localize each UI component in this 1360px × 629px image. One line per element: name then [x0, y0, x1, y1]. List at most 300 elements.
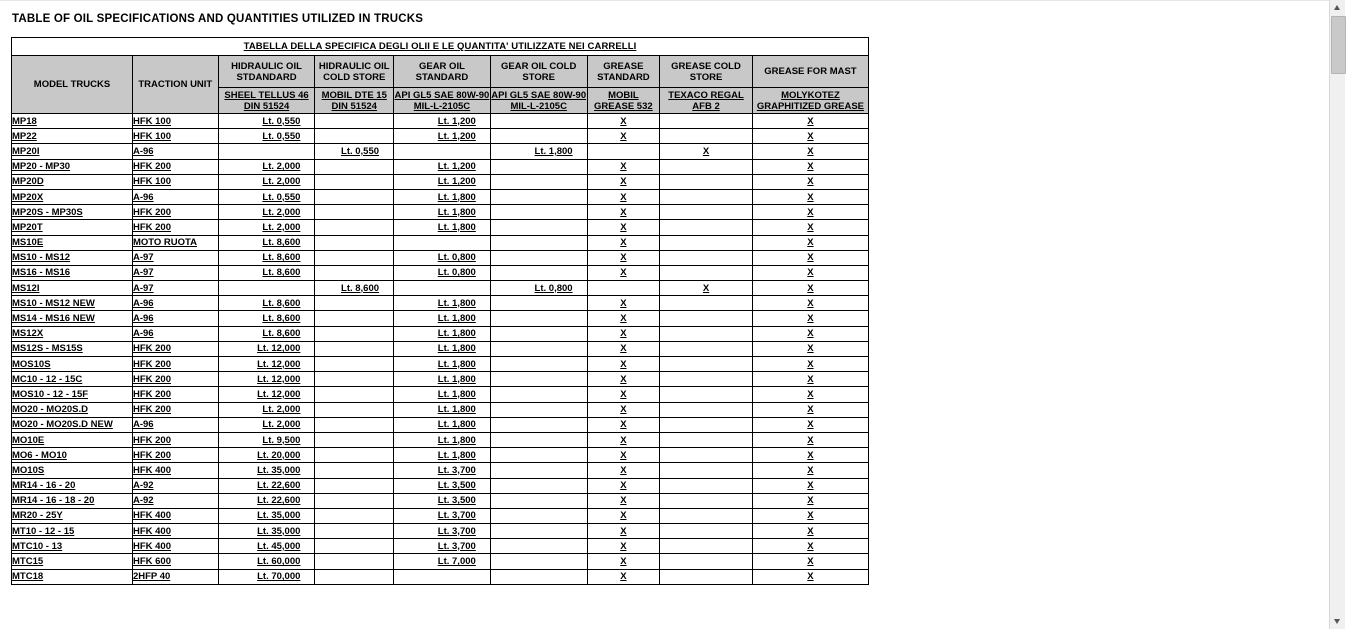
cell-grease-for-mast: X: [752, 432, 868, 447]
cell-hydraulic-oil-standard: Lt. 22,600: [218, 493, 315, 508]
cell-gear-oil-standard: Lt. 3,700: [394, 524, 491, 539]
cell-gear-oil-cold-store: [490, 159, 587, 174]
cell-traction-unit: A-97: [132, 265, 218, 280]
cell-grease-for-mast: X: [752, 508, 868, 523]
cell-hydraulic-oil-cold-store: [315, 296, 394, 311]
cell-grease-cold-store: [660, 478, 753, 493]
cell-model-trucks: MP20T: [12, 220, 133, 235]
cell-model-trucks: MP18: [12, 114, 133, 129]
cell-model-trucks: MO20 - MO20S.D: [12, 402, 133, 417]
cell-grease-cold-store: [660, 341, 753, 356]
cell-model-trucks: MR14 - 16 - 18 - 20: [12, 493, 133, 508]
cell-traction-unit: A-96: [132, 326, 218, 341]
cell-grease-standard: X: [587, 432, 660, 447]
cell-gear-oil-cold-store: [490, 524, 587, 539]
table-caption: TABELLA DELLA SPECIFICA DEGLI OLII E LE QUANTITA' UTILIZZATE NEI CARRELLI: [12, 38, 869, 56]
cell-grease-for-mast: X: [752, 220, 868, 235]
column-header-hyd: HIDRAULIC OIL STDANDARD: [218, 56, 315, 88]
cell-gear-oil-standard: Lt. 0,800: [394, 265, 491, 280]
cell-gear-oil-standard: Lt. 3,700: [394, 463, 491, 478]
cell-model-trucks: MP20 - MP30: [12, 159, 133, 174]
cell-gear-oil-standard: Lt. 7,000: [394, 554, 491, 569]
cell-gear-oil-standard: Lt. 1,800: [394, 311, 491, 326]
cell-grease-for-mast: X: [752, 114, 868, 129]
cell-gear-oil-cold-store: [490, 402, 587, 417]
cell-hydraulic-oil-standard: Lt. 0,550: [218, 114, 315, 129]
cell-traction-unit: HFK 200: [132, 159, 218, 174]
cell-hydraulic-oil-cold-store: [315, 311, 394, 326]
cell-traction-unit: HFK 200: [132, 432, 218, 447]
cell-grease-cold-store: [660, 205, 753, 220]
cell-hydraulic-oil-standard: Lt. 35,000: [218, 524, 315, 539]
cell-traction-unit: HFK 100: [132, 129, 218, 144]
cell-grease-for-mast: X: [752, 524, 868, 539]
cell-gear-oil-standard: Lt. 1,200: [394, 159, 491, 174]
table-row: [12, 220, 869, 235]
cell-gear-oil-standard: Lt. 1,800: [394, 296, 491, 311]
cell-model-trucks: MO6 - MO10: [12, 448, 133, 463]
cell-grease-standard: X: [587, 326, 660, 341]
table-row: [12, 265, 869, 280]
table-row: [12, 508, 869, 523]
cell-traction-unit: HFK 100: [132, 114, 218, 129]
cell-grease-cold-store: [660, 114, 753, 129]
cell-grease-cold-store: [660, 220, 753, 235]
cell-hydraulic-oil-standard: Lt. 2,000: [218, 417, 315, 432]
cell-model-trucks: MC10 - 12 - 15C: [12, 372, 133, 387]
cell-hydraulic-oil-cold-store: [315, 265, 394, 280]
cell-gear-oil-standard: Lt. 0,800: [394, 250, 491, 265]
cell-hydraulic-oil-standard: Lt. 2,000: [218, 159, 315, 174]
cell-model-trucks: MO20 - MO20S.D NEW: [12, 417, 133, 432]
cell-model-trucks: MO10S: [12, 463, 133, 478]
cell-model-trucks: MTC18: [12, 569, 133, 584]
cell-grease-cold-store: [660, 311, 753, 326]
column-header-gear: GEAR OIL STANDARD: [394, 56, 491, 88]
cell-grease-cold-store: [660, 417, 753, 432]
cell-hydraulic-oil-standard: Lt. 0,550: [218, 129, 315, 144]
cell-traction-unit: HFK 200: [132, 341, 218, 356]
cell-grease-cold-store: [660, 189, 753, 204]
cell-model-trucks: MT10 - 12 - 15: [12, 524, 133, 539]
cell-traction-unit: A-96: [132, 311, 218, 326]
cell-grease-standard: X: [587, 478, 660, 493]
cell-gear-oil-standard: Lt. 3,500: [394, 493, 491, 508]
cell-traction-unit: A-96: [132, 417, 218, 432]
cell-hydraulic-oil-cold-store: [315, 174, 394, 189]
cell-model-trucks: MP20X: [12, 189, 133, 204]
cell-gear-oil-cold-store: [490, 220, 587, 235]
cell-traction-unit: HFK 200: [132, 448, 218, 463]
cell-grease-for-mast: X: [752, 448, 868, 463]
cell-traction-unit: HFK 200: [132, 402, 218, 417]
cell-model-trucks: MOS10S: [12, 357, 133, 372]
cell-gear-oil-cold-store: [490, 129, 587, 144]
cell-hydraulic-oil-standard: Lt. 8,600: [218, 296, 315, 311]
cell-hydraulic-oil-cold-store: [315, 387, 394, 402]
table-row: [12, 250, 869, 265]
cell-grease-standard: X: [587, 220, 660, 235]
cell-grease-standard: X: [587, 129, 660, 144]
cell-hydraulic-oil-cold-store: [315, 372, 394, 387]
cell-model-trucks: MTC10 - 13: [12, 539, 133, 554]
cell-hydraulic-oil-standard: [218, 281, 315, 296]
cell-grease-cold-store: [660, 569, 753, 584]
cell-grease-cold-store: [660, 463, 753, 478]
cell-gear-oil-cold-store: [490, 478, 587, 493]
cell-hydraulic-oil-standard: Lt. 35,000: [218, 508, 315, 523]
cell-grease-standard: X: [587, 174, 660, 189]
cell-gear-oil-standard: Lt. 1,200: [394, 114, 491, 129]
cell-grease-cold-store: [660, 508, 753, 523]
cell-traction-unit: HFK 100: [132, 174, 218, 189]
cell-gear-oil-standard: Lt. 1,200: [394, 129, 491, 144]
cell-hydraulic-oil-standard: Lt. 22,600: [218, 478, 315, 493]
cell-model-trucks: MS16 - MS16: [12, 265, 133, 280]
cell-traction-unit: HFK 200: [132, 205, 218, 220]
cell-model-trucks: MS10E: [12, 235, 133, 250]
table-row: [12, 326, 869, 341]
cell-grease-standard: X: [587, 372, 660, 387]
cell-hydraulic-oil-cold-store: Lt. 0,550: [315, 144, 394, 159]
cell-model-trucks: MR20 - 25Y: [12, 508, 133, 523]
cell-gear-oil-cold-store: [490, 326, 587, 341]
cell-hydraulic-oil-cold-store: [315, 326, 394, 341]
cell-gear-oil-cold-store: [490, 296, 587, 311]
table-row: [12, 205, 869, 220]
cell-grease-for-mast: X: [752, 144, 868, 159]
page-title: TABLE OF OIL SPECIFICATIONS AND QUANTITIES UTILIZED IN TRUCKS: [12, 13, 424, 25]
cell-gear-oil-standard: Lt. 1,800: [394, 341, 491, 356]
cell-grease-standard: X: [587, 311, 660, 326]
cell-hydraulic-oil-standard: Lt. 70,000: [218, 569, 315, 584]
table-row: [12, 311, 869, 326]
cell-grease-for-mast: X: [752, 205, 868, 220]
table-row: [12, 235, 869, 250]
cell-traction-unit: HFK 400: [132, 463, 218, 478]
table-row: [12, 114, 869, 129]
top-divider: [0, 0, 1345, 1]
cell-grease-cold-store: [660, 539, 753, 554]
cell-hydraulic-oil-cold-store: [315, 220, 394, 235]
cell-traction-unit: HFK 400: [132, 508, 218, 523]
table-row: [12, 296, 869, 311]
cell-model-trucks: MS14 - MS16 NEW: [12, 311, 133, 326]
cell-grease-for-mast: X: [752, 417, 868, 432]
column-subheader-hydc: MOBIL DTE 15 DIN 51524: [315, 88, 394, 114]
cell-gear-oil-cold-store: [490, 448, 587, 463]
cell-grease-cold-store: [660, 250, 753, 265]
cell-gear-oil-standard: Lt. 1,800: [394, 326, 491, 341]
cell-hydraulic-oil-cold-store: [315, 508, 394, 523]
cell-traction-unit: HFK 200: [132, 387, 218, 402]
table-row: [12, 372, 869, 387]
cell-grease-cold-store: [660, 357, 753, 372]
column-header-traction: TRACTION UNIT: [132, 56, 218, 114]
cell-grease-for-mast: X: [752, 554, 868, 569]
cell-hydraulic-oil-cold-store: [315, 569, 394, 584]
cell-model-trucks: MS10 - MS12 NEW: [12, 296, 133, 311]
table-row: [12, 448, 869, 463]
vertical-scrollbar[interactable]: [1329, 0, 1345, 629]
cell-gear-oil-cold-store: Lt. 0,800: [490, 281, 587, 296]
cell-gear-oil-cold-store: [490, 357, 587, 372]
cell-grease-for-mast: X: [752, 357, 868, 372]
column-header-gmast: GREASE FOR MAST: [752, 56, 868, 88]
cell-gear-oil-standard: Lt. 1,200: [394, 174, 491, 189]
cell-grease-standard: X: [587, 554, 660, 569]
table-row: [12, 281, 869, 296]
cell-gear-oil-standard: Lt. 1,800: [394, 357, 491, 372]
cell-grease-standard: X: [587, 402, 660, 417]
cell-grease-cold-store: [660, 524, 753, 539]
cell-grease-for-mast: X: [752, 265, 868, 280]
cell-gear-oil-cold-store: [490, 235, 587, 250]
table-row: [12, 569, 869, 584]
cell-grease-for-mast: X: [752, 235, 868, 250]
cell-hydraulic-oil-cold-store: [315, 493, 394, 508]
cell-gear-oil-cold-store: [490, 554, 587, 569]
cell-grease-standard: [587, 281, 660, 296]
cell-gear-oil-standard: Lt. 1,800: [394, 417, 491, 432]
cell-model-trucks: MS12S - MS15S: [12, 341, 133, 356]
cell-grease-cold-store: [660, 432, 753, 447]
cell-traction-unit: HFK 200: [132, 220, 218, 235]
cell-gear-oil-cold-store: [490, 114, 587, 129]
cell-gear-oil-cold-store: [490, 569, 587, 584]
cell-grease-standard: X: [587, 114, 660, 129]
cell-gear-oil-standard: Lt. 1,800: [394, 432, 491, 447]
cell-grease-standard: X: [587, 539, 660, 554]
cell-model-trucks: MS12X: [12, 326, 133, 341]
cell-traction-unit: A-97: [132, 281, 218, 296]
cell-model-trucks: MTC15: [12, 554, 133, 569]
column-subheader-hyd: SHEEL TELLUS 46 DIN 51524: [218, 88, 315, 114]
cell-grease-cold-store: [660, 448, 753, 463]
cell-grease-for-mast: X: [752, 250, 868, 265]
cell-traction-unit: HFK 200: [132, 357, 218, 372]
cell-gear-oil-standard: Lt. 1,800: [394, 448, 491, 463]
column-subheader-gstd: MOBIL GREASE 532: [587, 88, 660, 114]
cell-grease-for-mast: X: [752, 341, 868, 356]
cell-grease-standard: X: [587, 235, 660, 250]
cell-model-trucks: MR14 - 16 - 20: [12, 478, 133, 493]
oil-specifications-table: [11, 37, 869, 585]
cell-hydraulic-oil-standard: Lt. 8,600: [218, 311, 315, 326]
cell-grease-cold-store: [660, 174, 753, 189]
cell-grease-for-mast: X: [752, 402, 868, 417]
cell-model-trucks: MP20I: [12, 144, 133, 159]
cell-model-trucks: MP20S - MP30S: [12, 205, 133, 220]
cell-grease-standard: X: [587, 357, 660, 372]
scroll-up-arrow-icon[interactable]: [1330, 0, 1345, 15]
cell-hydraulic-oil-standard: Lt. 12,000: [218, 372, 315, 387]
cell-hydraulic-oil-standard: Lt. 8,600: [218, 265, 315, 280]
cell-grease-cold-store: X: [660, 144, 753, 159]
cell-gear-oil-standard: Lt. 3,500: [394, 478, 491, 493]
cell-gear-oil-cold-store: [490, 311, 587, 326]
column-subheader-gcold: TEXACO REGAL AFB 2: [660, 88, 753, 114]
cell-gear-oil-cold-store: [490, 372, 587, 387]
cell-grease-cold-store: [660, 159, 753, 174]
table-row: [12, 524, 869, 539]
cell-traction-unit: A-92: [132, 478, 218, 493]
cell-grease-for-mast: X: [752, 296, 868, 311]
cell-hydraulic-oil-standard: Lt. 12,000: [218, 341, 315, 356]
cell-grease-standard: X: [587, 493, 660, 508]
cell-model-trucks: MP22: [12, 129, 133, 144]
cell-grease-standard: X: [587, 569, 660, 584]
cell-grease-standard: X: [587, 387, 660, 402]
cell-hydraulic-oil-standard: Lt. 2,000: [218, 220, 315, 235]
cell-grease-for-mast: X: [752, 493, 868, 508]
table-row: [12, 387, 869, 402]
cell-grease-cold-store: [660, 402, 753, 417]
table-row: [12, 341, 869, 356]
scroll-down-arrow-icon[interactable]: [1330, 614, 1345, 629]
cell-grease-standard: X: [587, 417, 660, 432]
cell-grease-standard: X: [587, 205, 660, 220]
header-row-top: [12, 56, 869, 88]
table-row: [12, 144, 869, 159]
cell-grease-standard: X: [587, 341, 660, 356]
cell-grease-for-mast: X: [752, 174, 868, 189]
scrollbar-thumb[interactable]: [1331, 16, 1346, 74]
cell-hydraulic-oil-cold-store: [315, 250, 394, 265]
cell-traction-unit: A-96: [132, 189, 218, 204]
cell-grease-standard: X: [587, 508, 660, 523]
cell-hydraulic-oil-cold-store: [315, 189, 394, 204]
cell-gear-oil-standard: [394, 144, 491, 159]
cell-gear-oil-cold-store: [490, 265, 587, 280]
cell-gear-oil-cold-store: [490, 250, 587, 265]
cell-hydraulic-oil-standard: Lt. 8,600: [218, 235, 315, 250]
cell-grease-cold-store: [660, 326, 753, 341]
cell-hydraulic-oil-cold-store: Lt. 8,600: [315, 281, 394, 296]
cell-hydraulic-oil-standard: Lt. 0,550: [218, 189, 315, 204]
column-header-hydc: HIDRAULIC OIL COLD STORE: [315, 56, 394, 88]
cell-gear-oil-cold-store: [490, 205, 587, 220]
cell-grease-cold-store: [660, 296, 753, 311]
cell-hydraulic-oil-standard: Lt. 8,600: [218, 326, 315, 341]
column-subheader-gear: API GL5 SAE 80W-90 MIL-L-2105C: [394, 89, 490, 112]
cell-grease-cold-store: [660, 265, 753, 280]
cell-grease-cold-store: [660, 493, 753, 508]
cell-hydraulic-oil-cold-store: [315, 448, 394, 463]
table-row: [12, 174, 869, 189]
cell-gear-oil-cold-store: [490, 493, 587, 508]
cell-grease-for-mast: X: [752, 478, 868, 493]
cell-hydraulic-oil-standard: Lt. 20,000: [218, 448, 315, 463]
cell-hydraulic-oil-cold-store: [315, 357, 394, 372]
cell-hydraulic-oil-standard: Lt. 8,600: [218, 250, 315, 265]
cell-hydraulic-oil-standard: Lt. 9,500: [218, 432, 315, 447]
cell-gear-oil-standard: Lt. 1,800: [394, 205, 491, 220]
cell-gear-oil-standard: Lt. 1,800: [394, 220, 491, 235]
cell-traction-unit: MOTO RUOTA: [132, 235, 218, 250]
cell-hydraulic-oil-cold-store: [315, 114, 394, 129]
cell-gear-oil-cold-store: [490, 508, 587, 523]
cell-hydraulic-oil-cold-store: [315, 235, 394, 250]
cell-grease-for-mast: X: [752, 326, 868, 341]
column-header-gearc: GEAR OIL COLD STORE: [490, 56, 587, 88]
cell-hydraulic-oil-cold-store: [315, 432, 394, 447]
cell-hydraulic-oil-cold-store: [315, 159, 394, 174]
cell-hydraulic-oil-cold-store: [315, 402, 394, 417]
cell-model-trucks: MS10 - MS12: [12, 250, 133, 265]
cell-grease-standard: [587, 144, 660, 159]
cell-grease-for-mast: X: [752, 129, 868, 144]
cell-hydraulic-oil-cold-store: [315, 478, 394, 493]
cell-grease-cold-store: [660, 129, 753, 144]
cell-grease-cold-store: X: [660, 281, 753, 296]
cell-gear-oil-cold-store: [490, 189, 587, 204]
cell-gear-oil-standard: Lt. 1,800: [394, 387, 491, 402]
cell-grease-for-mast: X: [752, 463, 868, 478]
cell-hydraulic-oil-standard: Lt. 2,000: [218, 205, 315, 220]
cell-traction-unit: HFK 400: [132, 524, 218, 539]
cell-gear-oil-standard: Lt. 1,800: [394, 402, 491, 417]
cell-grease-standard: X: [587, 463, 660, 478]
cell-hydraulic-oil-cold-store: [315, 539, 394, 554]
column-subheader-gearc: API GL5 SAE 80W-90 MIL-L-2105C: [491, 89, 587, 112]
cell-grease-for-mast: X: [752, 281, 868, 296]
cell-grease-for-mast: X: [752, 372, 868, 387]
cell-gear-oil-cold-store: [490, 539, 587, 554]
cell-hydraulic-oil-standard: Lt. 12,000: [218, 357, 315, 372]
cell-grease-standard: X: [587, 524, 660, 539]
table-row: [12, 463, 869, 478]
cell-gear-oil-cold-store: [490, 417, 587, 432]
cell-gear-oil-standard: Lt. 3,700: [394, 539, 491, 554]
cell-grease-for-mast: X: [752, 539, 868, 554]
cell-traction-unit: A-96: [132, 296, 218, 311]
table-row: [12, 159, 869, 174]
table-row: [12, 357, 869, 372]
cell-model-trucks: MO10E: [12, 432, 133, 447]
cell-hydraulic-oil-cold-store: [315, 524, 394, 539]
table-row: [12, 402, 869, 417]
column-header-model: MODEL TRUCKS: [12, 56, 133, 114]
cell-grease-for-mast: X: [752, 159, 868, 174]
table-caption-row: [12, 38, 869, 56]
cell-hydraulic-oil-standard: [218, 144, 315, 159]
column-header-gcold: GREASE COLD STORE: [660, 56, 753, 88]
table-row: [12, 554, 869, 569]
cell-grease-for-mast: X: [752, 387, 868, 402]
cell-grease-standard: X: [587, 159, 660, 174]
cell-traction-unit: 2HFP 40: [132, 569, 218, 584]
cell-traction-unit: A-96: [132, 144, 218, 159]
table-row: [12, 493, 869, 508]
cell-grease-cold-store: [660, 387, 753, 402]
cell-gear-oil-cold-store: [490, 387, 587, 402]
cell-model-trucks: MP20D: [12, 174, 133, 189]
cell-hydraulic-oil-standard: Lt. 2,000: [218, 174, 315, 189]
cell-hydraulic-oil-standard: Lt. 2,000: [218, 402, 315, 417]
cell-hydraulic-oil-standard: Lt. 45,000: [218, 539, 315, 554]
cell-model-trucks: MS12I: [12, 281, 133, 296]
cell-grease-cold-store: [660, 372, 753, 387]
cell-gear-oil-cold-store: Lt. 1,800: [490, 144, 587, 159]
cell-gear-oil-standard: Lt. 1,800: [394, 372, 491, 387]
table-row: [12, 129, 869, 144]
cell-traction-unit: A-97: [132, 250, 218, 265]
column-subheader-gmast: MOLYKOTEZ GRAPHITIZED GREASE: [752, 88, 868, 114]
cell-gear-oil-cold-store: [490, 463, 587, 478]
cell-hydraulic-oil-cold-store: [315, 129, 394, 144]
column-header-gstd: GREASE STANDARD: [587, 56, 660, 88]
